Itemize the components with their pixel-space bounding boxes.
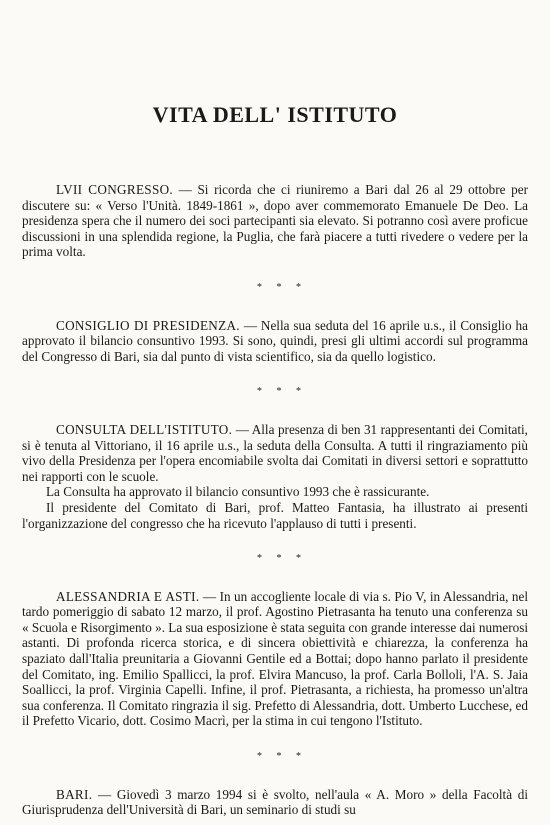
- paragraph-text: — Nella sua seduta del 16 aprile u.s., il Consiglio ha approvato il bilancio consuntivo 1993. Si sono, quindi, presi gli ultimi accordi sul programma del Congresso di Bari, sia dal punto di vista scientifico, sia da quello logistico.: [22, 317, 528, 364]
- section-lvii-congresso: [22, 182, 528, 260]
- separator: * * *: [257, 281, 307, 293]
- paragraph-text: — Giovedì 3 marzo 1994 si è svolto, nell'aula « A. Moro » della Facoltà di Giurisprudenza dell'Università di Bari, un seminario di studi su: [22, 786, 528, 818]
- separator: * * *: [257, 751, 307, 763]
- paragraph: [22, 422, 528, 484]
- paragraph-text: — Alla presenza di ben 31 rappresentanti dei Comitati, si è tenuta al Vittoriano, il 16 aprile u.s., la seduta della Consulta. A tutti il ringraziamento più vivo della Presidenza per l'opera encomiabile svolta dai Comitati in diversi settori e soprattutto nei rapporti con le scuole.: [22, 421, 528, 484]
- section-consiglio-di-presidenza: [22, 318, 528, 365]
- page-title: VITA DELL' ISTITUTO: [152, 102, 398, 127]
- section-heading: CONSIGLIO DI PRESIDENZA.: [56, 317, 240, 333]
- separator: * * *: [257, 386, 307, 398]
- paragraph: [22, 182, 528, 260]
- paragraph: [22, 787, 528, 818]
- article-body: [22, 182, 528, 818]
- section-alessandria-e-asti: [22, 589, 528, 729]
- paragraph-text: — Si ricorda che ci riuniremo a Bari dal 26 al 29 ottobre per discutere su: « Verso l'Unità. 1849-1861 », dopo aver commemorato Emanuele De Deo. La presidenza spera che il numero dei soci partecipanti sia elevato. Si potranno così avere proficue discussioni in una splendida regione, la Puglia, che farà piacere a tutti rivedere o vedere per la prima volta.: [22, 182, 528, 260]
- section-consulta-dell-istituto: [22, 422, 528, 531]
- paragraph: La Consulta ha approvato il bilancio consuntivo 1993 che è rassicurante.: [46, 484, 430, 500]
- section-heading: BARI.: [56, 786, 93, 802]
- section-heading: ALESSANDRIA E ASTI.: [56, 588, 200, 604]
- paragraph-text: — In un accogliente locale di via s. Pio V, in Alessandria, nel tardo pomeriggio di sabato 12 marzo, il prof. Agostino Pietrasanta ha tenuto una conferenza su « Scuola e Risorgimento ». La sua esposizione è stata seguita con grande interesse dai numerosi astanti. Di profonda ricerca storica, e di sincera obiettività e chiarezza, la conferenza ha spaziato dall'Italia preunitaria a Giovanni Gentile ed a Bottai; dopo hanno parlato il presidente del Comitato, ing. Emilio Spallicci, la prof. Elvira Mancuso, la prof. Carla Bolloli, l'A. S. Jaia Soallicci, la prof. Virginia Capelli. Infine, il prof. Pietrasanta, a richiesta, ha promesso un'altra sua conferenza. Il Comitato ringrazia il sig. Prefetto di Alessandria, dott. Umberto Lucchese, ed il Prefetto Vicario, dott. Cosimo Macrì, per la stima in cui tengono l'Istituto.: [22, 588, 528, 729]
- section-heading: CONSULTA DELL'ISTITUTO.: [56, 421, 233, 437]
- paragraph: Il presidente del Comitato di Bari, prof. Matteo Fantasia, ha illustrato ai presenti l'organizzazione del congresso che ha ricevuto l'applauso di tutti i presenti.: [22, 499, 528, 531]
- paragraph: [22, 589, 528, 729]
- paragraph: [22, 318, 528, 365]
- section-bari: [22, 787, 528, 818]
- section-heading: LVII CONGRESSO.: [56, 182, 173, 197]
- separator: * * *: [257, 553, 307, 565]
